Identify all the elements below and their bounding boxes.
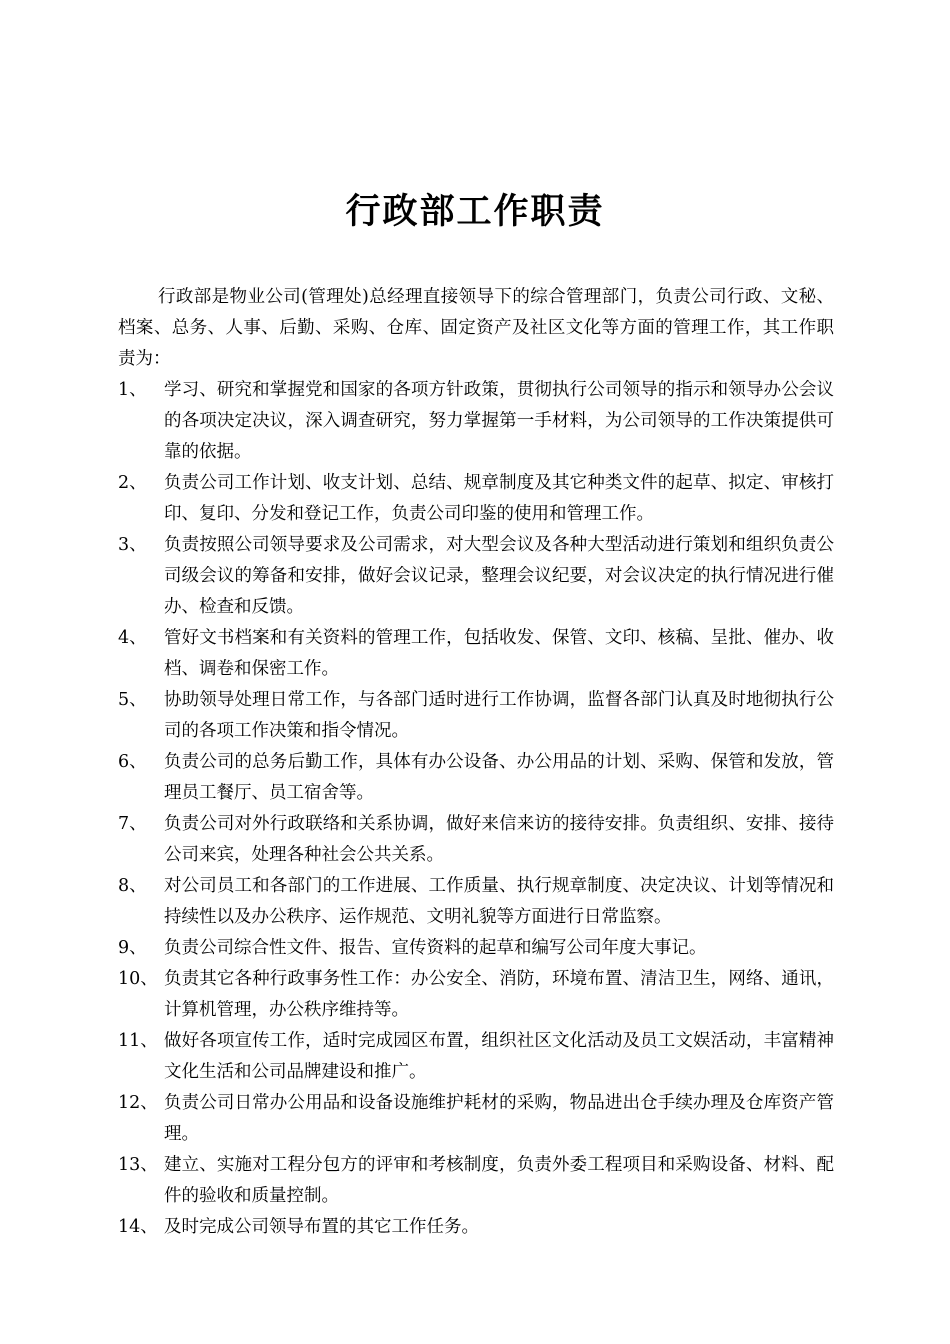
duty-item-10 <box>118 964 834 1026</box>
duty-number: 7、 <box>118 814 147 834</box>
duty-text: 负责公司的总务后勤工作，具体有办公设备、办公用品的计划、采购、保管和发放，管理员工餐厅、员工宿舍等。 <box>164 752 834 803</box>
duty-item-9 <box>118 933 834 964</box>
duty-text: 负责公司对外行政联络和关系协调，做好来信来访的接待安排。负责组织、安排、接待公司来宾，处理各种社会公共关系。 <box>164 814 834 865</box>
page-title: 行政部工作职责 <box>345 191 605 233</box>
duty-text: 负责公司工作计划、收支计划、总结、规章制度及其它种类文件的起草、拟定、审核打印、复印、分发和登记工作，负责公司印鉴的使用和管理工作。 <box>164 473 834 524</box>
duty-item-5 <box>118 685 834 747</box>
duty-number: 9、 <box>118 938 147 958</box>
duty-number: 4、 <box>118 628 147 648</box>
duty-text: 对公司员工和各部门的工作进展、工作质量、执行规章制度、决定决议、计划等情况和持续性以及办公秩序、运作规范、文明礼貌等方面进行日常监察。 <box>164 876 834 927</box>
duty-list <box>118 375 834 1243</box>
duty-number: 5、 <box>118 690 147 710</box>
duty-text: 协助领导处理日常工作，与各部门适时进行工作协调，监督各部门认真及时地彻执行公司的各项工作决策和指令情况。 <box>164 690 834 741</box>
duty-item-3 <box>118 530 834 623</box>
duty-item-7 <box>118 809 834 871</box>
duty-item-2 <box>118 468 834 530</box>
duty-text: 及时完成公司领导布置的其它工作任务。 <box>164 1217 479 1237</box>
duty-text: 负责公司综合性文件、报告、宣传资料的起草和编写公司年度大事记。 <box>164 938 707 958</box>
duty-item-8 <box>118 871 834 933</box>
duty-text: 学习、研究和掌握党和国家的各项方针政策，贯彻执行公司领导的指示和领导办公会议的各项决定决议，深入调查研究，努力掌握第一手材料，为公司领导的工作决策提供可靠的依据。 <box>164 380 834 462</box>
duty-number: 3、 <box>118 535 147 555</box>
duty-text: 管好文书档案和有关资料的管理工作，包括收发、保管、文印、核稿、呈批、催办、收档、调卷和保密工作。 <box>164 628 834 679</box>
duty-item-1 <box>118 375 834 468</box>
duty-text: 负责其它各种行政事务性工作：办公安全、消防，环境布置、清洁卫生，网络、通讯，计算机管理，办公秩序维持等。 <box>164 969 834 1020</box>
duty-text: 负责按照公司领导要求及公司需求，对大型会议及各种大型活动进行策划和组织负责公司级会议的筹备和安排，做好会议记录，整理会议纪要，对会议决定的执行情况进行催办、检查和反馈。 <box>164 535 834 617</box>
duty-item-13 <box>118 1150 834 1212</box>
intro-paragraph: 行政部是物业公司(管理处)总经理直接领导下的综合管理部门，负责公司行政、文秘、档案、总务、人事、后勤、采购、仓库、固定资产及社区文化等方面的管理工作，其工作职责为： <box>118 287 834 369</box>
duty-item-14 <box>118 1212 834 1243</box>
duty-item-11 <box>118 1026 834 1088</box>
duty-number: 2、 <box>118 473 147 493</box>
duty-text: 负责公司日常办公用品和设备设施维护耗材的采购，物品进出仓手续办理及仓库资产管理。 <box>164 1093 834 1144</box>
document-body <box>118 282 834 1243</box>
duty-text: 做好各项宣传工作，适时完成园区布置，组织社区文化活动及员工文娱活动，丰富精神文化生活和公司品牌建设和推广。 <box>164 1031 834 1082</box>
duty-number: 10、 <box>118 969 158 989</box>
duty-text: 建立、实施对工程分包方的评审和考核制度，负责外委工程项目和采购设备、材料、配件的验收和质量控制。 <box>164 1155 834 1206</box>
duty-number: 8、 <box>118 876 147 896</box>
duty-number: 1、 <box>118 380 147 400</box>
duty-number: 6、 <box>118 752 147 772</box>
duty-number: 11、 <box>118 1031 158 1051</box>
duty-item-6 <box>118 747 834 809</box>
duty-number: 12、 <box>118 1093 158 1113</box>
duty-item-4 <box>118 623 834 685</box>
duty-item-12 <box>118 1088 834 1150</box>
duty-number: 13、 <box>118 1155 158 1175</box>
duty-number: 14、 <box>118 1217 158 1237</box>
